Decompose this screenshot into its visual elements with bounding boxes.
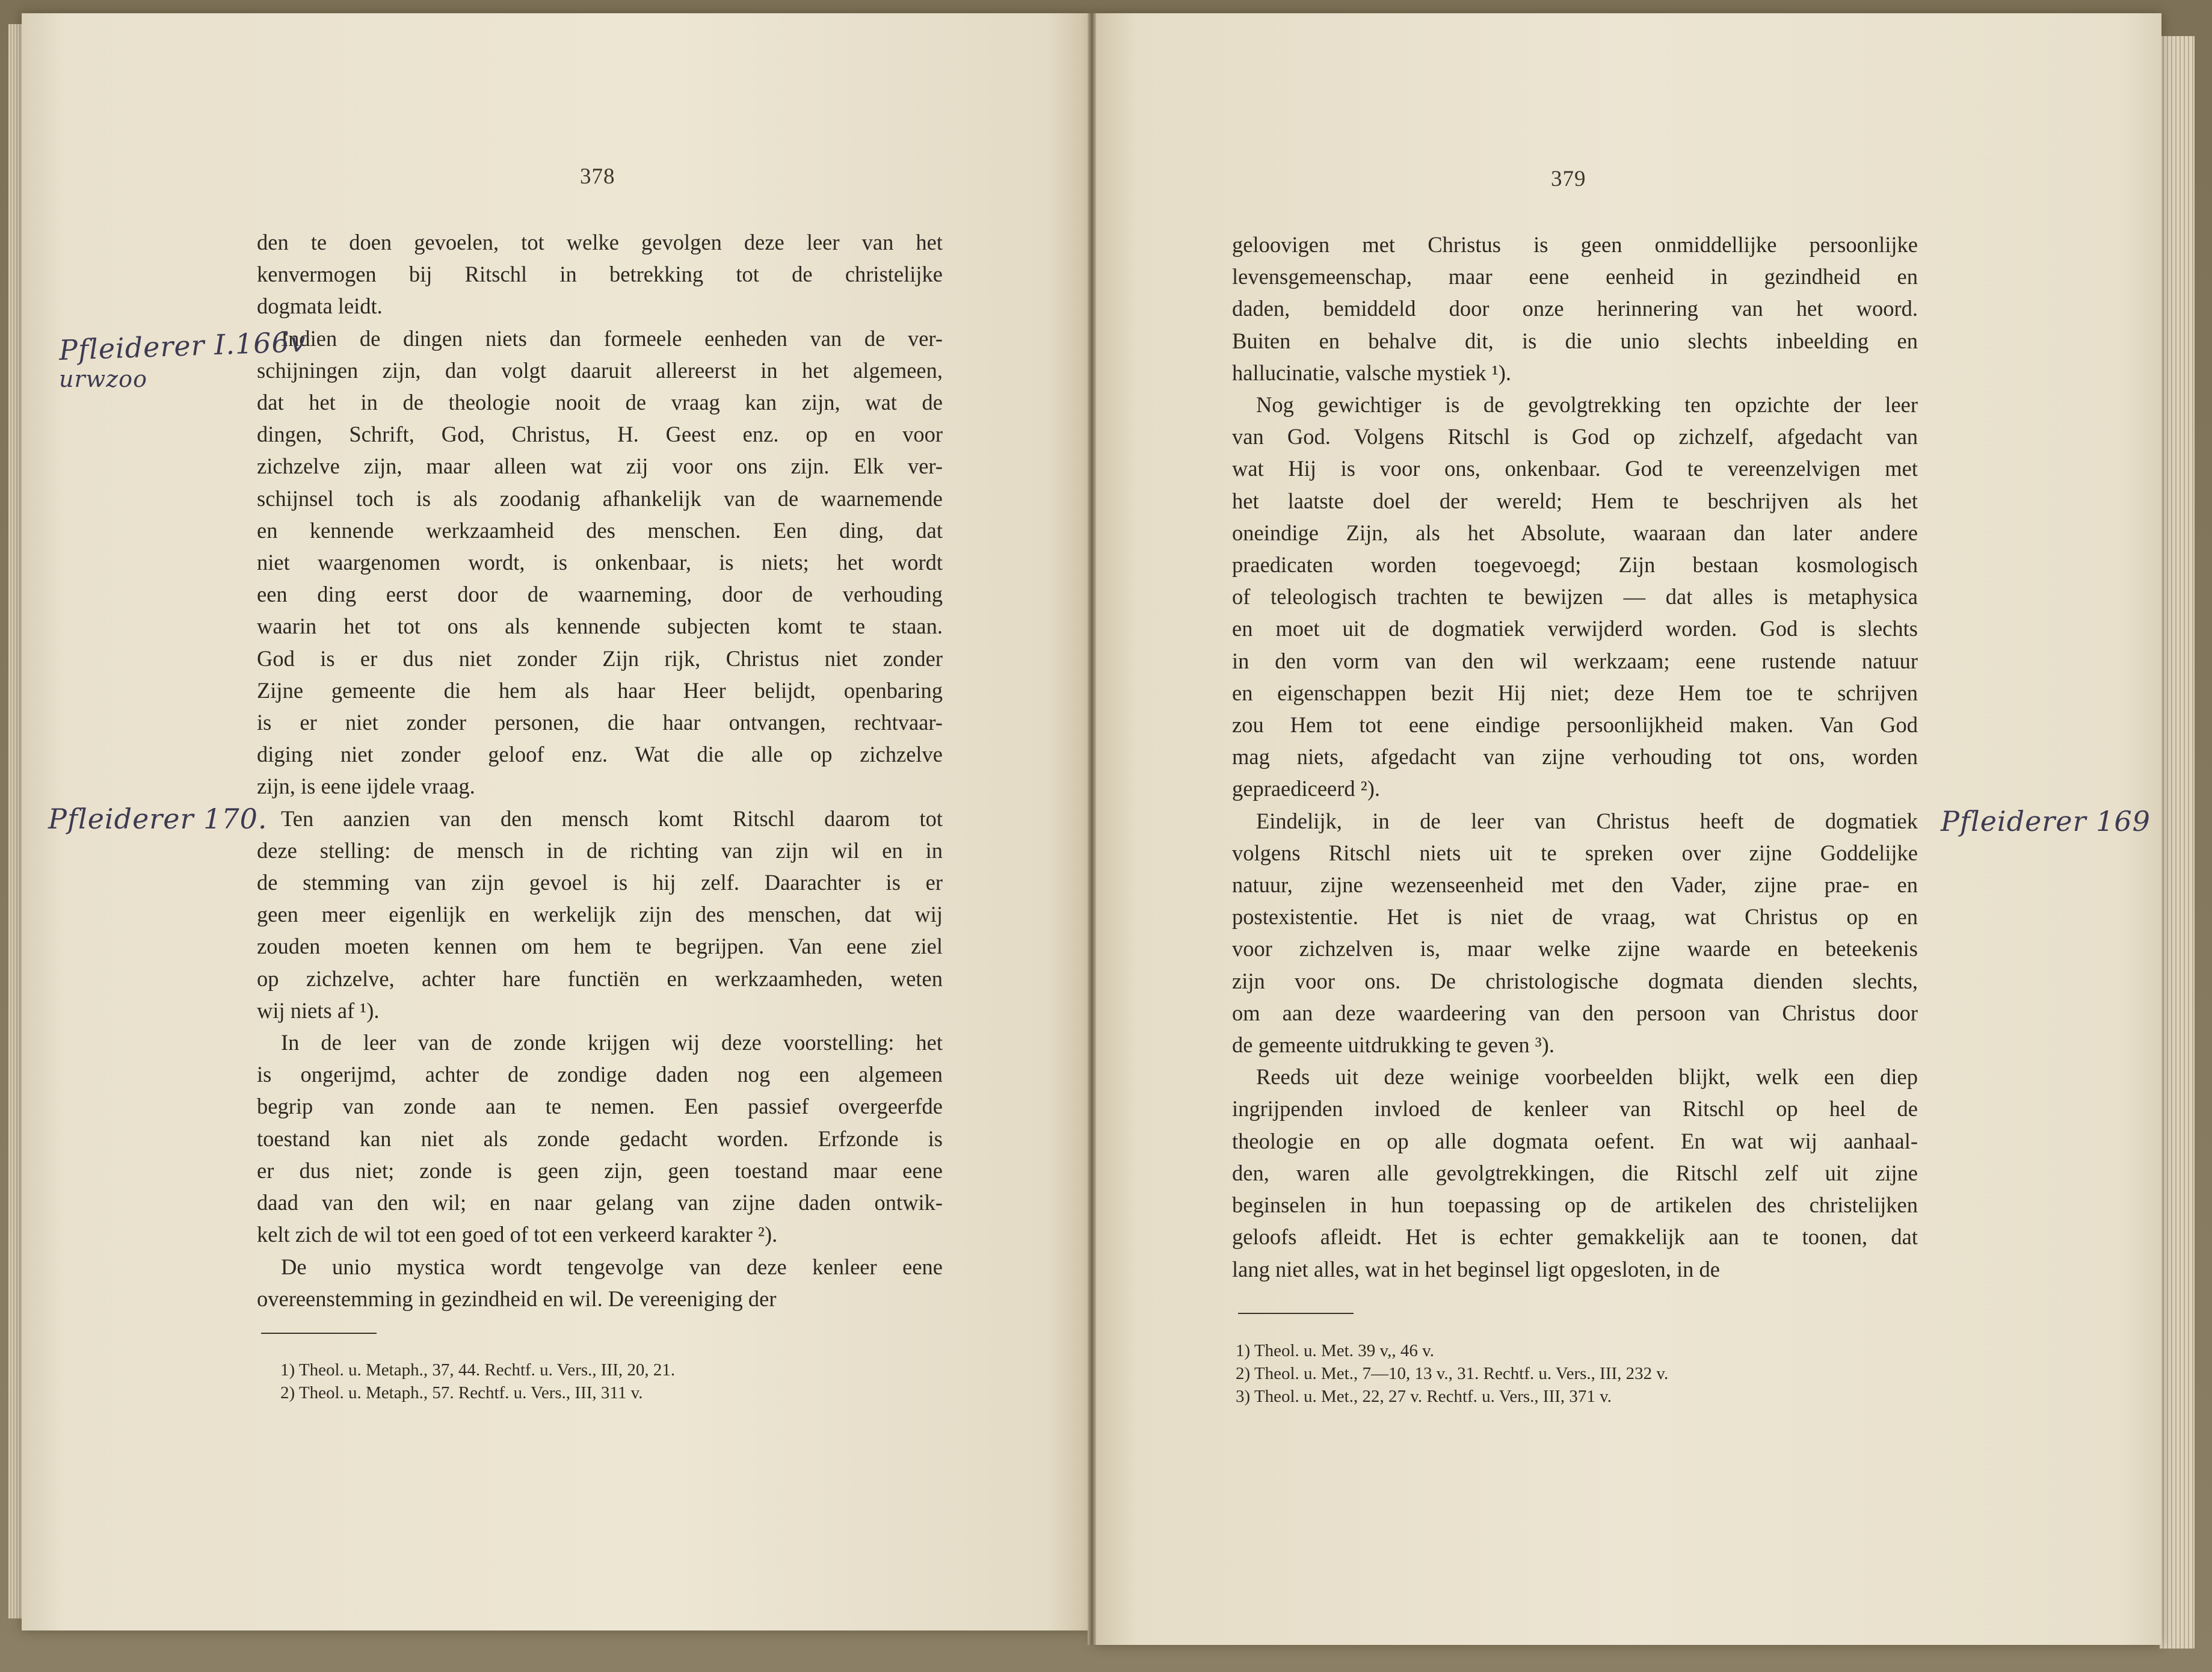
text-line: geloovigen met Christus is geen onmiddellijke persoonlijke — [1232, 232, 1918, 257]
text-line: geen meer eigenlijk en werkelijk zijn des menschen, dat wij — [257, 902, 943, 927]
footnote: 2) Theol. u. Met., 7—10, 13 v., 31. Rechtf. u. Vers., III, 232 v. — [1236, 1364, 1669, 1383]
text-line: wat Hij is voor ons, onkenbaar. God te vereenzelvigen met — [1232, 456, 1918, 481]
text-line: zichzelve zijn, maar alleen wat zij voor ons zijn. Elk ver- — [257, 454, 943, 479]
text-line: om aan deze waardeering van den persoon van Christus door — [1232, 1000, 1918, 1025]
text-line: oneindige Zijn, als het Absolute, waaraan dan later andere — [1232, 520, 1918, 545]
text-line: deze stelling: de mensch in de richting van zijn wil en in — [257, 838, 943, 863]
text-line: van God. Volgens Ritschl is God op zichzelf, afgedacht van — [1232, 424, 1918, 449]
footnote: 2) Theol. u. Metaph., 57. Rechtf. u. Vers., III, 311 v. — [280, 1383, 643, 1402]
text-line: praedicaten worden toegevoegd; Zijn bestaan kosmologisch — [1232, 552, 1918, 578]
text-line: lang niet alles, wat in het beginsel ligt opgesloten, in de — [1232, 1256, 1720, 1282]
text-line: mag niets, afgedacht van zijne verhouding tot ons, worden — [1232, 744, 1918, 770]
text-line: wij niets af ¹). — [257, 998, 380, 1023]
text-line: zouden moeten kennen om hem te begrijpen. Van eene ziel — [257, 934, 943, 959]
text-line: is ongerijmd, achter de zondige daden nog een algemeen — [257, 1062, 943, 1087]
text-line: een ding eerst door de waarneming, door de verhouding — [257, 582, 943, 607]
text-line: diging niet zonder geloof enz. Wat die alle op zichzelve — [257, 742, 943, 767]
text-line: levensgemeenschap, maar eene eenheid in gezindheid en — [1232, 264, 1918, 289]
text-line: er dus niet; zonde is geen zijn, geen toestand maar eene — [257, 1158, 943, 1183]
text-line: en moet uit de dogmatiek verwijderd worden. God is slechts — [1232, 616, 1918, 641]
text-line: dogmata leidt. — [257, 294, 383, 319]
text-line: Ten aanzien van den mensch komt Ritschl daarom tot — [281, 806, 943, 831]
text-line: God is er dus niet zonder Zijn rijk, Christus niet zonder — [257, 646, 943, 671]
text-line: kenvermogen bij Ritschl in betrekking tot de christelijke — [257, 262, 943, 287]
margin-note-pfleiderer-169: Pfleiderer 169 — [1941, 805, 2151, 838]
text-line: beginselen in hun toepassing op de artikelen des christelijken — [1232, 1192, 1918, 1218]
text-line: zijn voor ons. De christologische dogmata dienden slechts, — [1232, 968, 1918, 993]
text-line: den, waren alle gevolgtrekkingen, die Ritschl zelf uit zijne — [1232, 1160, 1918, 1185]
text-line: De unio mystica wordt tengevolge van deze kenleer eene — [281, 1254, 943, 1279]
text-line: den te doen gevoelen, tot welke gevolgen deze leer van het — [257, 230, 943, 255]
text-line: het laatste doel der wereld; Hem te beschrijven als het — [1232, 488, 1918, 513]
text-line: toestand kan niet als zonde gedacht worden. Erfzonde is — [257, 1126, 943, 1151]
book-gutter — [1088, 13, 1096, 1645]
text-line: en eigenschappen bezit Hij niet; deze Hem toe te schrijven — [1232, 680, 1918, 705]
text-line: Reeds uit deze weinige voorbeelden blijkt, welk een diep — [1256, 1064, 1918, 1090]
text-line: In de leer van de zonde krijgen wij deze voorstelling: het — [281, 1030, 943, 1055]
text-line: kelt zich de wil tot een goed of tot een verkeerd karakter ²). — [257, 1222, 778, 1247]
text-line: geloofs afleidt. Het is echter gemakkelijk aan te toonen, dat — [1232, 1224, 1918, 1250]
text-line: in den vorm van den wil werkzaam; eene rustende natuur — [1232, 648, 1918, 673]
text-line: de stemming van zijn gevoel is hij zelf. Daarachter is er — [257, 870, 943, 895]
text-line: dingen, Schrift, God, Christus, H. Geest enz. op en voor — [257, 422, 943, 447]
left-body-text — [257, 226, 943, 1315]
text-line: Buiten en behalve dit, is die unio slechts inbeelding en — [1232, 328, 1918, 353]
text-line: postexistentie. Het is niet de vraag, wat Christus op en — [1232, 904, 1918, 930]
left-footnote-rule — [261, 1333, 377, 1334]
text-line: natuur, zijne wezenseenheid met den Vader, zijne prae- en — [1232, 872, 1918, 898]
text-line: en kennende werkzaamheid des menschen. Een ding, dat — [257, 517, 943, 543]
margin-note-urwzoo: urwzoo — [59, 366, 147, 392]
text-line: daden, bemiddeld door onze herinnering van het woord. — [1232, 296, 1918, 321]
text-line: dat het in de theologie nooit de vraag kan zijn, wat de — [257, 390, 943, 415]
text-line: Indien de dingen niets dan formeele eenheden van de ver- — [281, 325, 943, 351]
right-page-edges — [2160, 36, 2195, 1649]
margin-note-pfleiderer-166: Pfleiderer I.166v — [58, 325, 307, 367]
text-line: ingrijpenden invloed de kenleer van Ritschl op heel de — [1232, 1096, 1918, 1121]
text-line: gepraediceerd ²). — [1232, 776, 1381, 801]
left-footnotes — [280, 1359, 675, 1404]
right-footnotes — [1236, 1339, 1668, 1408]
text-line: Eindelijk, in de leer van Christus heeft de dogmatiek — [1256, 808, 1918, 833]
right-footnote-rule — [1238, 1313, 1354, 1314]
text-line: zou Hem tot eene eindige persoonlijkheid maken. Van God — [1232, 712, 1918, 738]
text-line: schijnsel toch is als zoodanig afhankelijk van de waarnemende — [257, 486, 943, 511]
right-page-number: 379 — [1551, 167, 1586, 191]
text-line: of teleologisch trachten te bewijzen — dat alles is metaphysica — [1232, 584, 1918, 609]
text-line: theologie en op alle dogmata oefent. En wat wij aanhaal- — [1232, 1128, 1918, 1153]
text-line: overeenstemming in gezindheid en wil. De vereeniging der — [257, 1286, 777, 1311]
text-line: niet waargenomen wordt, is onkenbaar, is niets; het wordt — [257, 550, 943, 575]
left-page-number: 378 — [580, 164, 615, 189]
text-line: volgens Ritschl niets uit te spreken over zijne Goddelijke — [1232, 840, 1918, 865]
text-line: de gemeente uitdrukking te geven ³). — [1232, 1032, 1554, 1058]
right-body-text — [1232, 229, 1918, 1285]
text-line: voor zichzelven is, maar welke zijne waarde en beteekenis — [1232, 936, 1918, 961]
text-line: is er niet zonder personen, die haar ontvangen, rechtvaar- — [257, 710, 943, 735]
footnote: 1) Theol. u. Met. 39 v,, 46 v. — [1236, 1341, 1434, 1360]
text-line: schijningen zijn, dan volgt daaruit allereerst in het algemeen, — [257, 357, 943, 383]
text-line: zijn, is eene ijdele vraag. — [257, 774, 475, 799]
text-line: hallucinatie, valsche mystiek ¹). — [1232, 360, 1512, 385]
text-line: Nog gewichtiger is de gevolgtrekking ten opzichte der leer — [1256, 392, 1918, 418]
footnote: 1) Theol. u. Metaph., 37, 44. Rechtf. u. Vers., III, 20, 21. — [280, 1360, 676, 1380]
text-line: daad van den wil; en naar gelang van zijne daden ontwik- — [257, 1190, 943, 1215]
margin-note-pfleiderer-170: Pfleiderer 170. — [48, 803, 268, 835]
text-line: waarin het tot ons als kennende subjecten komt te staan. — [257, 614, 943, 639]
footnote: 3) Theol. u. Met., 22, 27 v. Rechtf. u. Vers., III, 371 v. — [1236, 1387, 1612, 1406]
text-line: op zichzelve, achter hare functiën en werkzaamheden, weten — [257, 966, 943, 991]
text-line: Zijne gemeente die hem als haar Heer belijdt, openbaring — [257, 677, 943, 703]
text-line: begrip van zonde aan te nemen. Een passief overgeerfde — [257, 1094, 943, 1119]
